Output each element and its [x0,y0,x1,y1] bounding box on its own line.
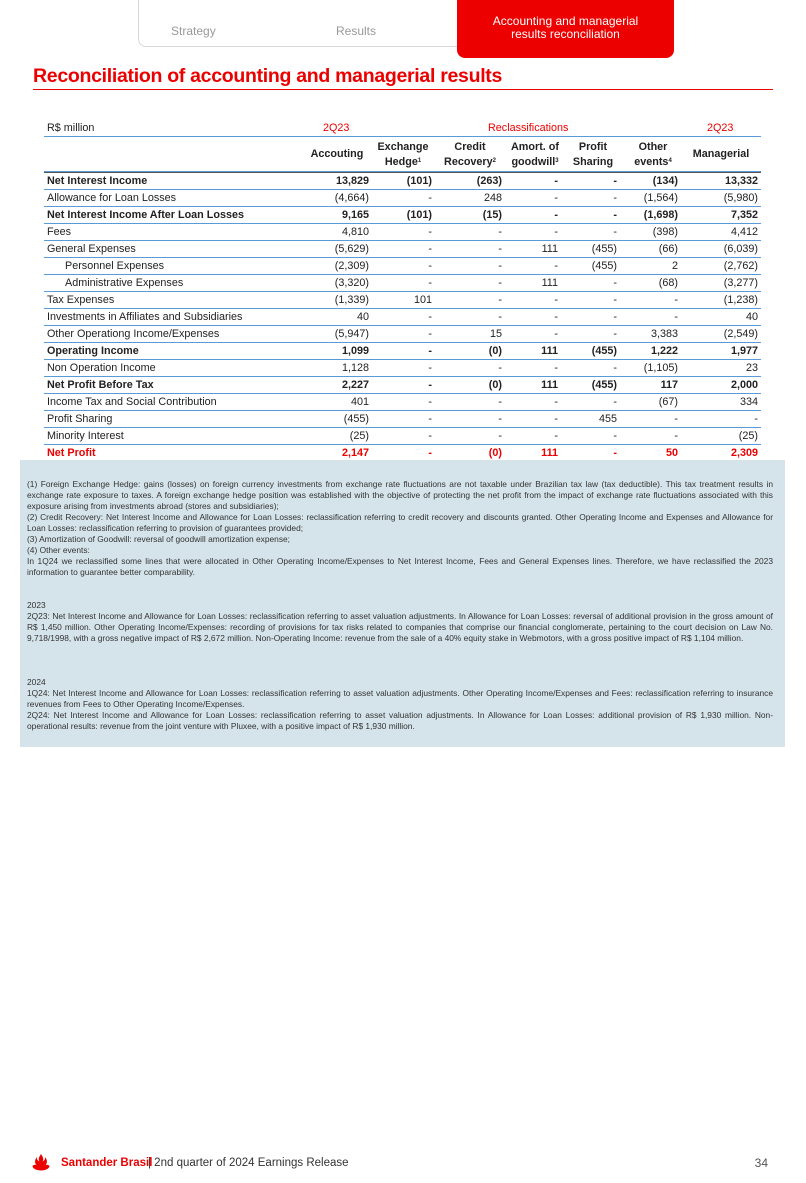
footnote-1: (1) Foreign Exchange Hedge: gains (losses) on foreign currency investments from exchange rate fluctuations are not taxable under Brazilian tax law (tax deductible). This tax treatment results in exchange rate exposure to taxes. A foreign exchange hedge position was established with the objective of protecting the net profit from the impact of exchange rate fluctuations associated with this exposure arising from investments abroad (stores and subsidiaries); [27,479,773,511]
row-value: - [554,430,558,442]
title-divider [33,89,773,90]
row-label: Personnel Expenses [65,260,165,272]
row-value: - [613,447,617,459]
table-row [44,241,761,258]
row-value: - [498,294,502,306]
row-value: - [498,243,502,255]
row-value: (3,277) [723,277,758,289]
row-value: (263) [476,175,502,187]
row-value: - [674,294,678,306]
row-value: 334 [739,396,758,408]
table-row [44,326,761,343]
tab-bar [138,0,470,47]
col-managerial: Managerial [692,148,750,160]
footnote-4: (4) Other events: [27,545,90,555]
tab-reconciliation[interactable] [457,0,674,58]
row-value: - [613,175,617,187]
row-value: 15 [489,328,502,340]
notes-2024-text-2q: 2Q24: Net Interest Income and Allowance for Loan Losses: reclassification referring to asset valuation adjustments. In Allowance for Loan Losses: additional provision of R$ 1,930 million. Non-operational results: revenue from the joint venture with Pluxee, with a positive impact of R$ 1,930 million. [27,710,773,731]
period-left: 2Q23 [323,122,350,134]
santander-flame-icon [31,1152,51,1172]
row-value: 1,099 [341,345,369,357]
row-value: (6,039) [723,243,758,255]
row-value: (455) [591,379,617,391]
row-value: - [428,430,432,442]
notes-2023 [27,600,773,644]
row-value: - [428,396,432,408]
row-value: 2,309 [730,447,758,459]
row-value: (455) [343,413,369,425]
row-value: - [428,260,432,272]
row-label: Allowance for Loan Losses [47,192,177,204]
row-value: 9,165 [341,209,369,221]
footnote-2: (2) Credit Recovery: Net Interest Income and Allowance for Loan Losses: reclassification referring to credit recovery and discounts granted. Other Operating Income and Expenses and Allowance for Loan Losses: reclassification referring to provision of guarantees provided; [27,512,773,533]
row-value: (5,947) [334,328,369,340]
row-value: (5,980) [723,192,758,204]
row-value: - [554,362,558,374]
row-value: - [674,413,678,425]
row-value: 248 [483,192,502,204]
row-value: (66) [658,243,678,255]
row-value: - [498,260,502,272]
row-value: 455 [598,413,617,425]
row-value: - [498,277,502,289]
row-value: 1,128 [341,362,369,374]
row-label: Net Interest Income After Loan Losses [47,209,244,221]
row-value: (25) [738,430,758,442]
row-value: - [613,209,617,221]
tab-reconciliation-label: Accounting and managerial results reconciliation [492,14,639,41]
table-body [44,172,761,462]
row-value: 111 [541,379,558,391]
brand-name: Santander Brasil [61,1157,153,1169]
row-value: - [498,396,502,408]
footnote-4-detail: In 1Q24 we reclassified some lines that were allocated in Other Operating Income/Expenses to Net Interest Income, Fees and General Expenses lines. Therefore, we have reclassified the 2023 information to guarantee better comparability. [27,556,773,577]
unit-label: R$ million [47,122,95,134]
row-value: 2 [671,260,678,272]
table-row [44,394,761,411]
row-value: - [428,345,432,357]
row-value: (455) [591,260,617,272]
row-value: (1,339) [334,294,369,306]
row-value: (1,238) [723,294,758,306]
table-row [44,275,761,292]
row-value: - [613,311,617,323]
row-value: - [428,311,432,323]
period-right: 2Q23 [707,122,734,134]
row-value: (2,309) [334,260,369,272]
row-value: (0) [488,447,502,459]
row-label: Other Operationg Income/Expenses [47,328,220,340]
col-accounting: Accouting [310,148,364,160]
table-row [44,258,761,275]
row-value: 23 [745,362,758,374]
page-number: 34 [754,1156,768,1170]
row-value: (0) [488,379,502,391]
row-value: (5,629) [334,243,369,255]
row-value: - [554,294,558,306]
row-value: (134) [652,175,678,187]
row-value: - [613,226,617,238]
row-value: - [428,328,432,340]
table-row [44,224,761,241]
col-credit-recovery: Credit Recovery$^2$ [444,141,496,168]
row-value: - [554,311,558,323]
row-value: - [428,413,432,425]
row-label: Net Profit [47,447,96,459]
page-footer [31,1152,771,1174]
row-value: 111 [541,243,558,255]
reclassifications-label: Reclassifications [488,122,569,134]
row-value: 40 [745,311,758,323]
row-value: 1,977 [730,345,758,357]
table-period-header [44,120,761,137]
row-value: (3,320) [334,277,369,289]
row-value: 50 [665,447,678,459]
table-row [44,309,761,326]
row-value: (1,105) [643,362,678,374]
row-value: - [754,413,758,425]
row-label: Non Operation Income [47,362,156,374]
col-exchange-hedge: Exchange Hedge$^1$ [377,141,429,168]
row-value: - [428,362,432,374]
table-row [44,172,761,190]
row-value: - [554,260,558,272]
row-value: - [554,413,558,425]
row-value: (15) [482,209,502,221]
row-value: 3,383 [650,328,678,340]
row-label: Profit Sharing [47,413,113,425]
row-value: (455) [591,243,617,255]
row-value: (101) [406,209,432,221]
row-value: - [498,311,502,323]
table-row [44,343,761,360]
table-row [44,360,761,377]
row-label: Tax Expenses [47,294,115,306]
row-value: 13,332 [724,175,758,187]
row-label: General Expenses [47,243,136,255]
row-value: - [613,396,617,408]
row-value: - [498,430,502,442]
row-value: - [554,328,558,340]
row-value: 4,810 [341,226,369,238]
row-label: Net Interest Income [47,175,148,187]
row-value: - [498,413,502,425]
row-value: - [428,277,432,289]
row-value: (25) [349,430,369,442]
row-label: Fees [47,226,72,238]
reconciliation-table [44,120,761,462]
row-value: (4,664) [334,192,369,204]
row-value: - [428,447,432,459]
row-label: Administrative Expenses [65,277,184,289]
row-value: - [428,243,432,255]
notes-2023-heading: 2023 [27,600,46,610]
row-value: - [613,294,617,306]
row-value: 2,227 [341,379,369,391]
row-value: - [613,430,617,442]
row-value: (2,762) [723,260,758,272]
footnotes-numbered [27,479,773,578]
row-value: 111 [541,447,558,459]
row-value: 2,147 [341,447,369,459]
table-row [44,190,761,207]
row-value: - [554,396,558,408]
row-value: - [674,430,678,442]
row-value: - [613,192,617,204]
row-value: - [674,311,678,323]
row-value: 111 [541,345,558,357]
row-value: (455) [591,345,617,357]
row-value: (67) [658,396,678,408]
row-value: - [554,209,558,221]
row-value: 13,829 [335,175,369,187]
notes-2024-heading: 2024 [27,677,46,687]
notes-2023-text: 2Q23: Net Interest Income and Allowance for Loan Losses: reclassification referring to asset valuation adjustments. In Allowance for Loan Losses: reversal of additional provision in the gross amount of R$ 1,450 million. Other Operating Income/Expenses: recording of provisions for tax risks related to companies that comprise our financial conglomerate, pertaining to the court decision on Law No. 9,718/1998, with a gross negative impact of R$ 2,672 million. Non-Operating Income: revenue from the sale of a 40% equity stake in Webmotors, with a gross positive impact of R$ 1,104 million. [27,611,773,643]
row-value: 401 [350,396,369,408]
notes-2024 [27,677,773,732]
row-label: Investments in Affiliates and Subsidiaries [47,311,243,323]
row-label: Minority Interest [47,430,124,442]
row-value: 4,412 [730,226,758,238]
row-value: - [554,192,558,204]
row-value: 117 [660,379,678,391]
row-value: (1,564) [643,192,678,204]
row-value: - [428,379,432,391]
row-value: - [613,277,617,289]
notes-2024-text-1q: 1Q24: Net Interest Income and Allowance for Loan Losses: reclassification referring to asset valuation adjustments. Other Operating Income/Expenses and Fees: reclassification referring to insurance revenues from Fees to Other Operating Income/Expenses. [27,688,773,709]
tab-strategy[interactable]: Strategy [171,24,216,38]
row-label: Net Profit Before Tax [47,379,154,391]
row-value: 1,222 [650,345,678,357]
row-value: 7,352 [730,209,758,221]
col-profit-sharing: Profit Sharing [572,141,614,168]
row-value: - [554,226,558,238]
page-title: Reconciliation of accounting and managerial results [33,65,503,87]
row-label: Operating Income [47,345,139,357]
col-amort-goodwill: Amort. of goodwill$^3$ [511,141,559,168]
footnote-3: (3) Amortization of Goodwill: reversal of goodwill amortization expense; [27,534,291,544]
table-column-header [44,137,761,172]
row-value: - [428,192,432,204]
row-value: - [554,175,558,187]
section-tabs [138,0,674,58]
row-value: 2,000 [730,379,758,391]
row-value: (0) [488,345,502,357]
row-value: (68) [658,277,678,289]
col-other-events: Other events$^4$ [634,141,672,168]
release-label: | 2nd quarter of 2024 Earnings Release [148,1157,349,1169]
row-label: Income Tax and Social Contribution [47,396,217,408]
tab-results[interactable]: Results [336,24,377,38]
table-row [44,207,761,224]
row-value: - [428,226,432,238]
row-value: (101) [406,175,432,187]
table-row [44,377,761,394]
footnotes-box [20,460,785,747]
row-value: 40 [356,311,369,323]
row-value: - [613,328,617,340]
row-value: (398) [652,226,678,238]
row-value: - [613,362,617,374]
row-value: (1,698) [643,209,678,221]
table-row [44,292,761,309]
row-value: (2,549) [723,328,758,340]
row-value: 101 [413,294,432,306]
row-value: - [498,226,502,238]
row-value: - [498,362,502,374]
row-value: 111 [541,277,558,289]
table-row [44,428,761,445]
table-row [44,411,761,428]
